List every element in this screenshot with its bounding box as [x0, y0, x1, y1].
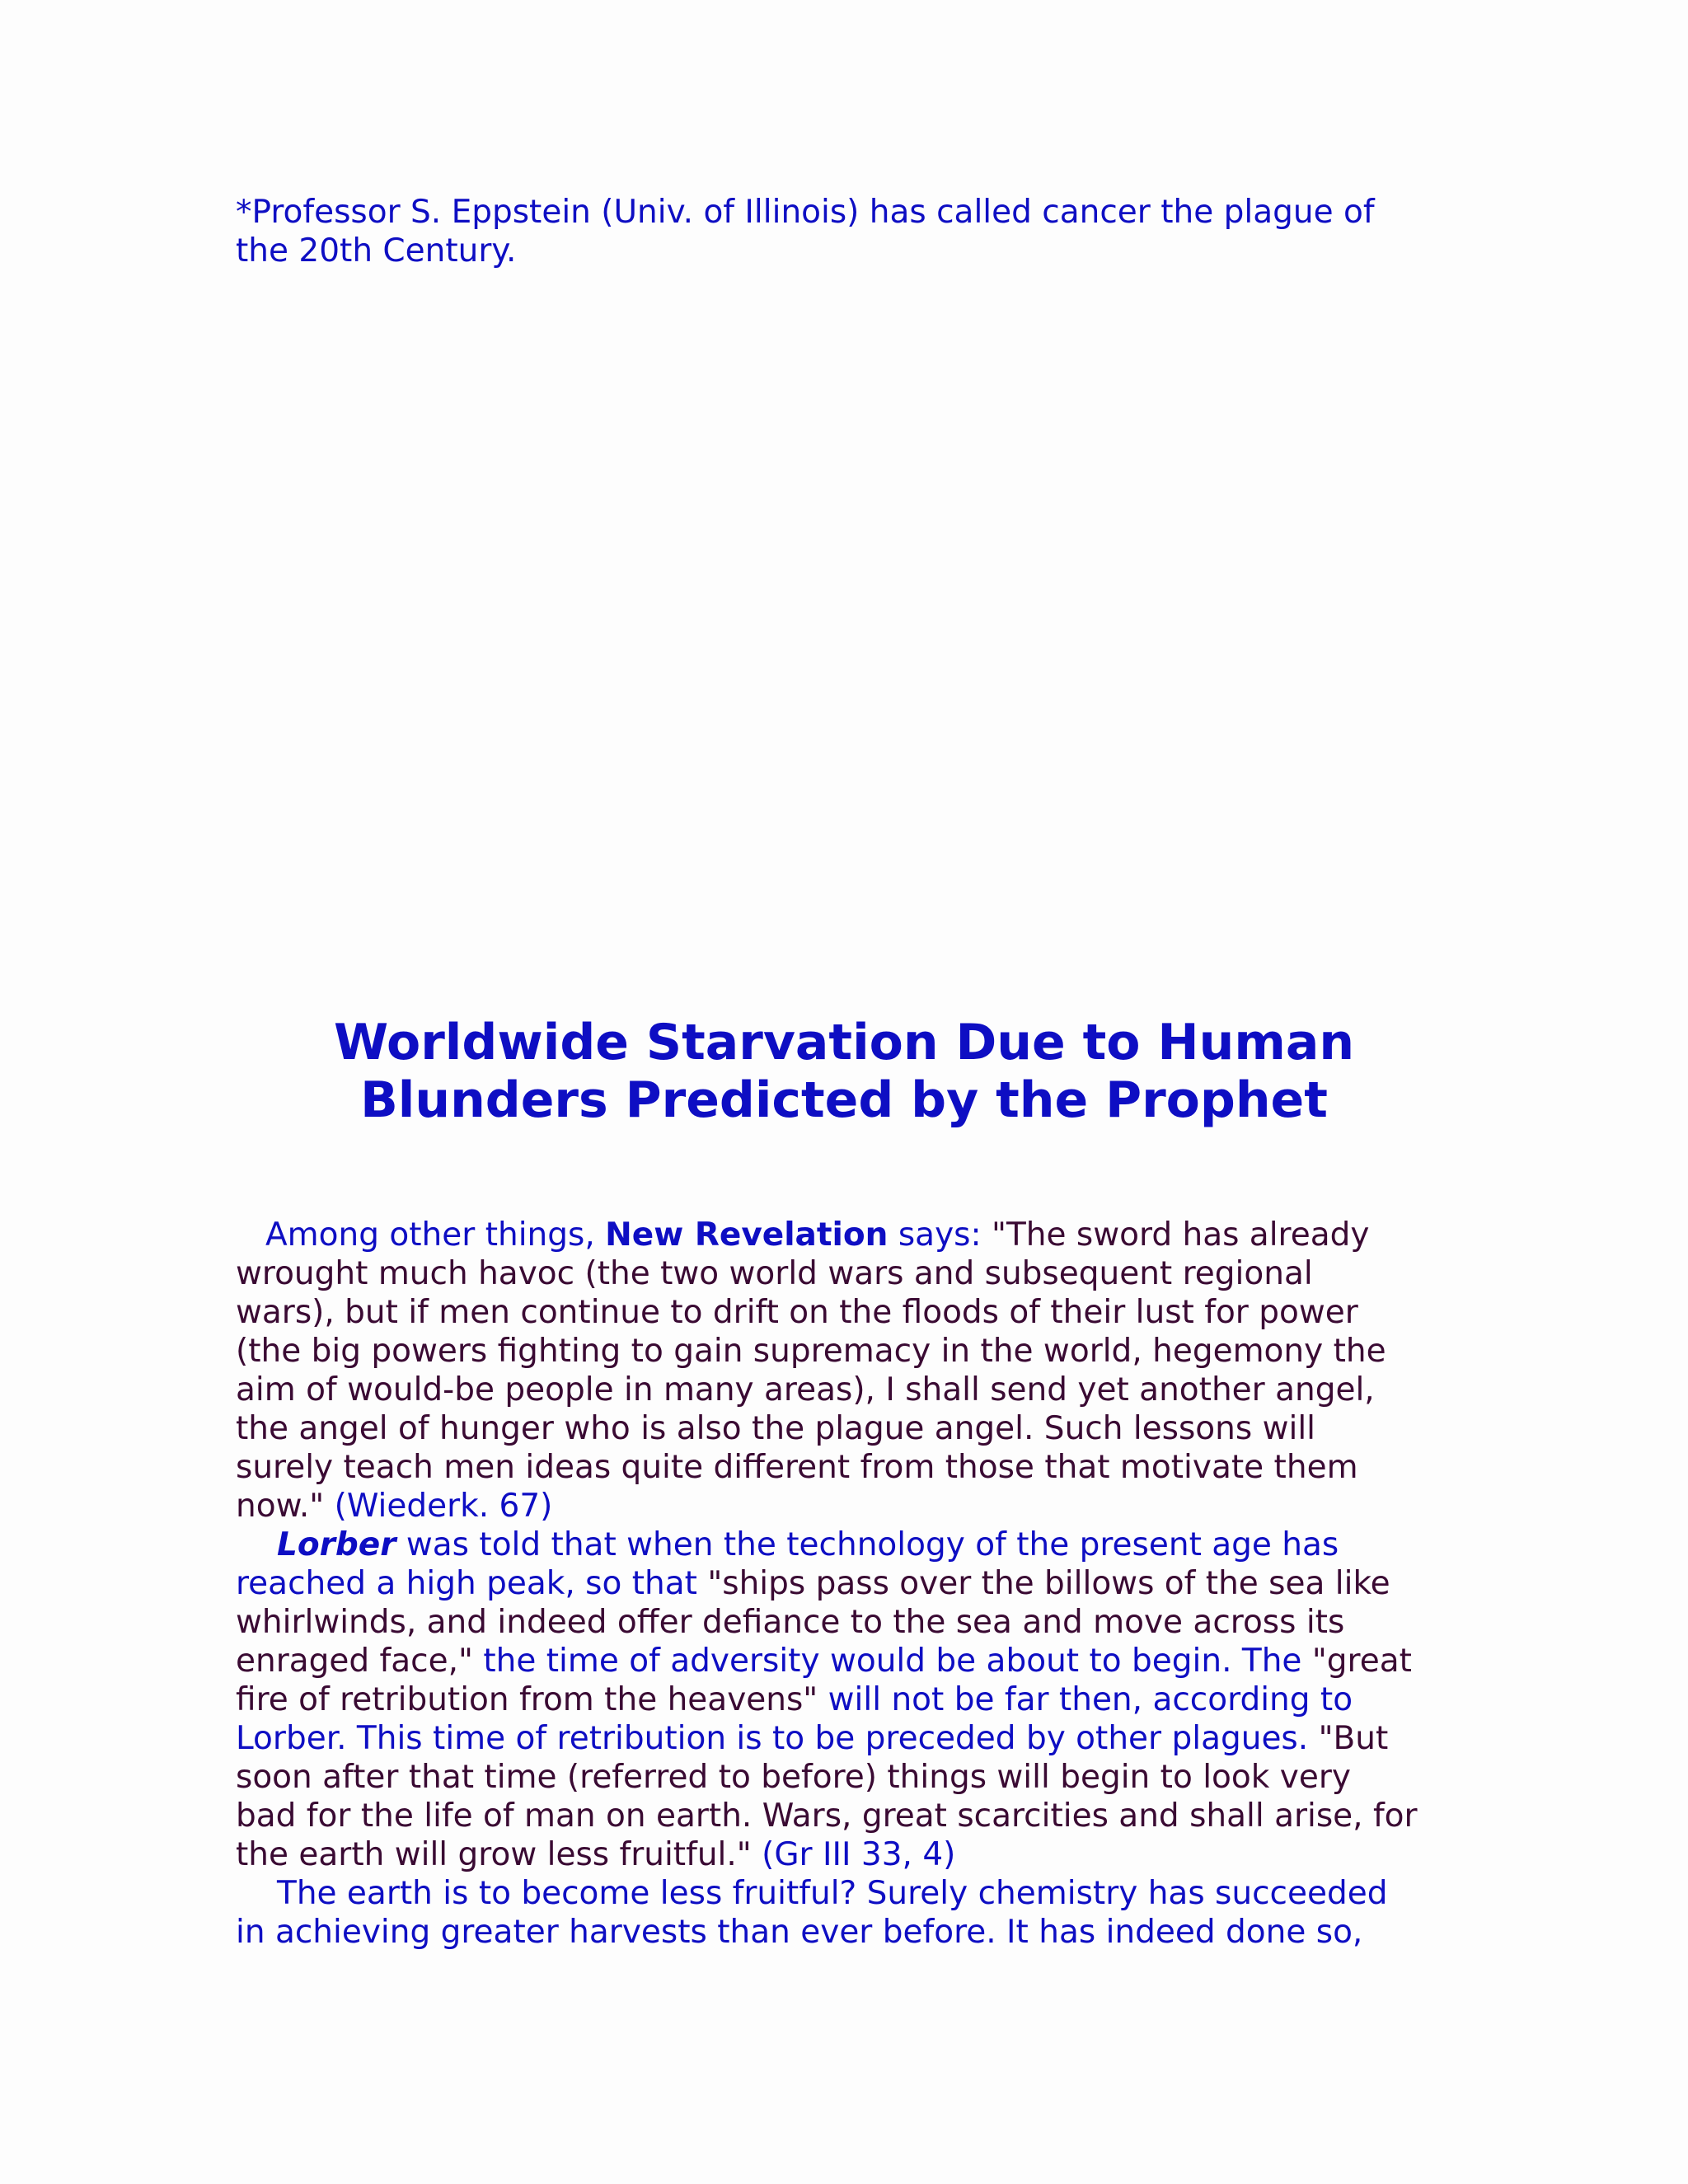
para1-quote-6: the angel of hunger who is also the plague angel. Such lessons will [236, 1410, 1316, 1447]
para1-reference: (Wiederk. 67) [334, 1488, 553, 1525]
lorber-name: Lorber [277, 1526, 396, 1563]
para2-d4b: "great [1311, 1643, 1412, 1680]
para1-line-8 [236, 1487, 1472, 1526]
para2-reference: (Gr III 33, 4) [762, 1836, 956, 1873]
para1-quote-2: wrought much havoc (the two world wars and subsequent regional [236, 1255, 1313, 1292]
para2-d2: "ships pass over the billows of the sea like [707, 1565, 1390, 1602]
footnote-line-1: *Professor S. Eppstein (Univ. of Illinois) has called cancer the plague of [236, 194, 1375, 231]
para2-line-5 [236, 1680, 1472, 1719]
para1-quote-3: wars), but if men continue to drift on the floods of their lust for power [236, 1294, 1358, 1331]
paragraph-new-revelation [236, 1216, 1472, 1526]
para1-quote-4: (the big powers fighting to gain supremacy in the world, hegemony the [236, 1333, 1386, 1370]
para2-line-4 [236, 1642, 1472, 1680]
para2-d7: soon after that time (referred to before) things will begin to look very [236, 1759, 1351, 1796]
para1-quote-1: "The sword has already [992, 1216, 1370, 1254]
para1-quote-8: now." [236, 1488, 325, 1525]
para2-b6: Lorber. This time of retribution is to be preceded by other plagues. [236, 1720, 1309, 1757]
para1-intro: Among other things, [265, 1216, 595, 1254]
para2-b5: will not be far then, according to [828, 1681, 1353, 1718]
para2-line-6 [236, 1719, 1472, 1758]
heading-line-1: Worldwide Starvation Due to Human [333, 1014, 1355, 1071]
para3-line-2: in achieving greater harvests than ever before. It has indeed done so, [236, 1914, 1363, 1951]
para2-b1: was told that when the technology of the present age has [406, 1526, 1339, 1563]
heading-line-2: Blunders Predicted by the Prophet [360, 1071, 1328, 1129]
para3-line-1: The earth is to become less fruitful? Surely chemistry has succeeded [277, 1875, 1388, 1912]
para2-d6: "But [1318, 1720, 1389, 1757]
para2-d3: whirlwinds, and indeed offer defiance to the sea and move across its [236, 1604, 1345, 1641]
para1-quote-7: surely teach men ideas quite different from those that motivate them [236, 1449, 1358, 1486]
footnote-line-2: the 20th Century. [236, 232, 517, 269]
footnote [236, 193, 1472, 270]
para2-d4: enraged face," [236, 1643, 473, 1680]
para1-line-1 [236, 1216, 1472, 1254]
new-revelation-term: New Revelation [605, 1216, 889, 1254]
para2-line-9 [236, 1835, 1472, 1874]
para2-line-1 [236, 1526, 1472, 1564]
para1-says: says: [898, 1216, 982, 1254]
para2-b2: reached a high peak, so that [236, 1565, 697, 1602]
para2-d9: the earth will grow less fruitful." [236, 1836, 752, 1873]
paragraph-lorber [236, 1526, 1472, 1874]
para2-d8: bad for the life of man on earth. Wars, great scarcities and shall arise, for [236, 1797, 1418, 1835]
para2-b4: the time of adversity would be about to begin. The [483, 1643, 1302, 1680]
para1-quote-5: aim of would-be people in many areas), I shall send yet another angel, [236, 1371, 1375, 1408]
paragraph-fruitful [236, 1874, 1472, 1952]
para2-line-2 [236, 1564, 1472, 1603]
section-heading [236, 1014, 1452, 1129]
para2-d5: fire of retribution from the heavens" [236, 1681, 818, 1718]
